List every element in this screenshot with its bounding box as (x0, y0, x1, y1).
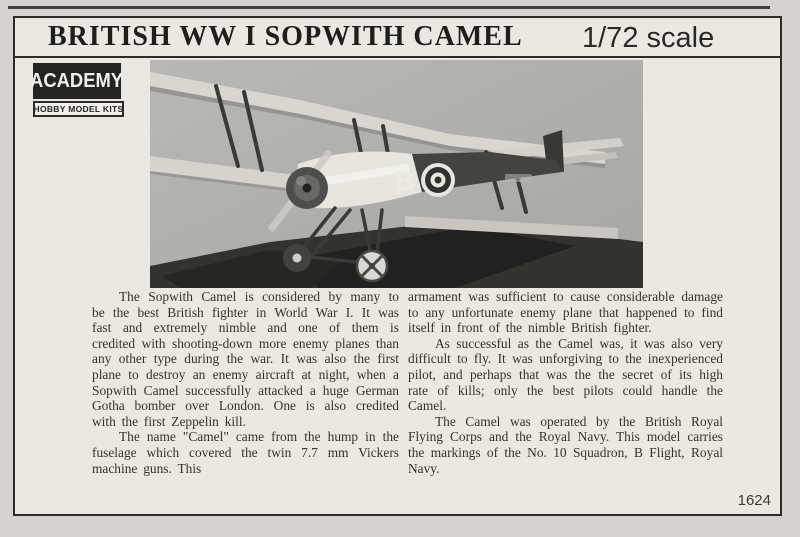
paragraph: The name "Camel" came from the hump in the fuselage which covered the twin 7.7 mm Vickers machine guns. This (92, 429, 399, 476)
instruction-card (13, 16, 782, 516)
paragraph: armament was sufficient to cause considerable damage to any unfortunate enemy plane that happened to find itself in front of the nimble British fighter. (408, 289, 723, 336)
wheel-right-hub (369, 263, 375, 269)
fuselage-letter: B (395, 166, 415, 196)
model-photo (150, 60, 643, 288)
paragraph: As successful as the Camel was, it was also very difficult to fly. It was unforgiving to the inexperienced pilot, and perhaps that was the the secret of its high rate of kills; only the best pilots could handle the Camel. (408, 335, 723, 414)
paragraph: The Camel was operated by the British Royal Flying Corps and the Royal Navy. This model carries the markings of the No. 10 Squadron, B Flight, Royal Navy. (408, 413, 723, 476)
brand-logo (30, 63, 125, 117)
roundel-center (435, 177, 442, 184)
brand-tagline: HOBBY MODEL KITS (33, 104, 124, 114)
brand-tagline-box (33, 101, 124, 117)
page-title: BRITISH WW I SOPWITH CAMEL (48, 21, 523, 52)
paragraph: The Sopwith Camel is considered by many to be the best British fighter in World War I. It was fast and extremely nimble and one of them is credited with shooting-down more enemy planes than any other type during the war. It was also the first plane to destroy an enemy aircraft at night, when a Sopwith Camel successfully attacked a huge German Gotha bomber over London. One is also credited with the first Zeppelin kill. (92, 289, 399, 429)
scale-label: 1/72 scale (582, 22, 715, 54)
brand-name: ACADEMY (30, 69, 124, 92)
top-rule (8, 6, 770, 9)
article-column-right (408, 289, 723, 476)
wheel-left-hub (293, 254, 302, 263)
kit-number: 1624 (737, 492, 771, 509)
serial-smudge (505, 174, 532, 182)
card-header (15, 18, 780, 58)
brand-logo-box (30, 63, 124, 99)
biplane-illustration (150, 60, 643, 288)
propeller-hub (303, 184, 312, 193)
article-column-left (92, 289, 399, 476)
